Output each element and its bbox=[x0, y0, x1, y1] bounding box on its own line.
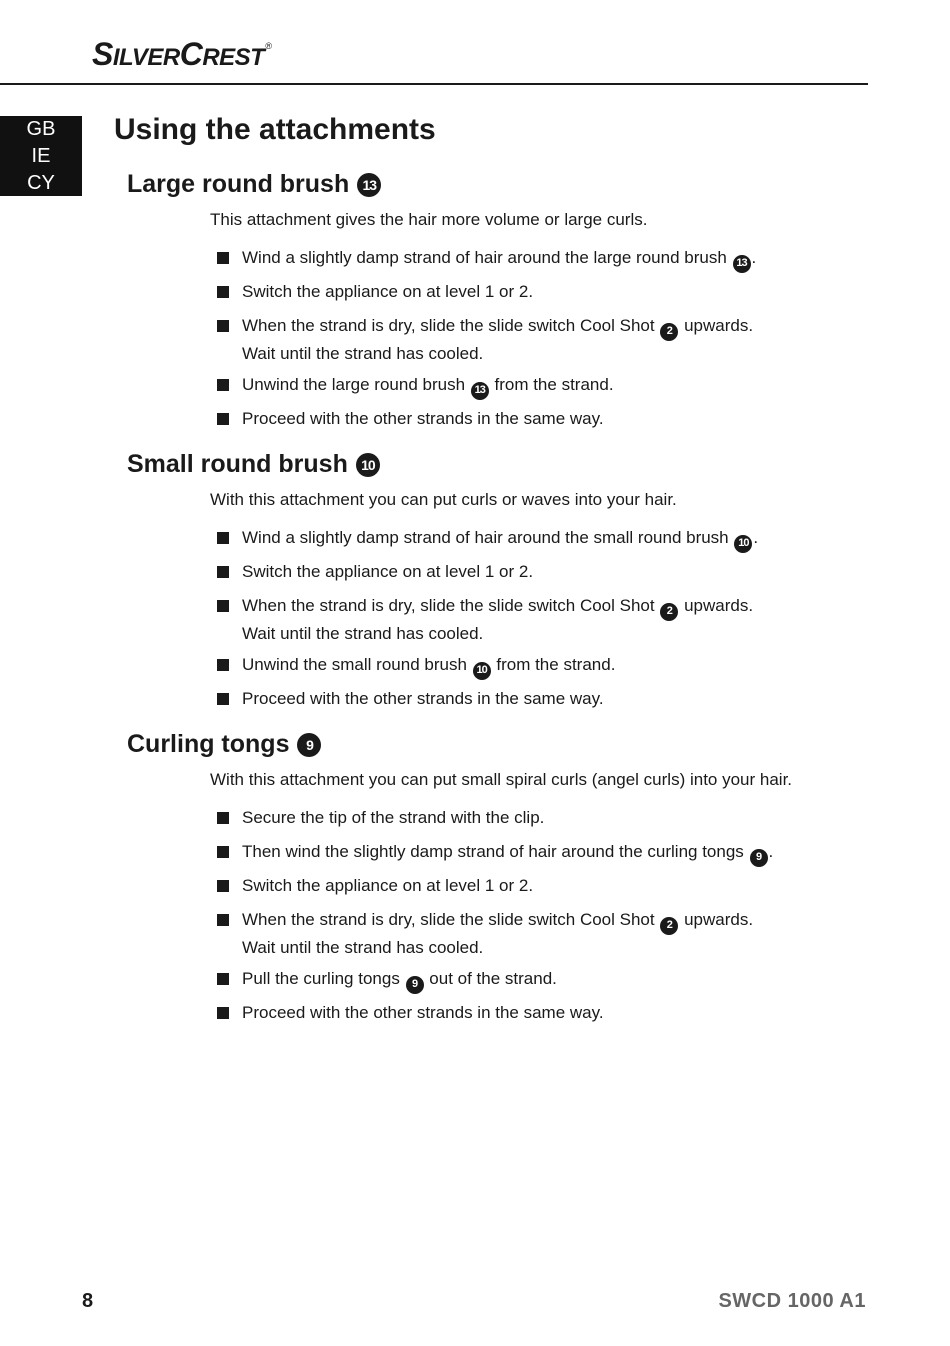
bullet-text: Switch the appliance on at level 1 or 2. bbox=[242, 876, 534, 895]
part-number-badge: 2 bbox=[660, 323, 678, 341]
registered-mark: ® bbox=[265, 41, 272, 51]
part-number-badge: 10 bbox=[734, 535, 752, 553]
list-item bbox=[242, 559, 533, 584]
section-title-text: Small round brush bbox=[127, 450, 348, 478]
bullet-text-after: upwards. bbox=[679, 910, 754, 929]
header-rule bbox=[0, 83, 868, 85]
bullet-text: Switch the appliance on at level 1 or 2. bbox=[242, 562, 534, 581]
bullet-square-icon bbox=[217, 1007, 229, 1019]
lang-cy: CY bbox=[27, 171, 55, 194]
part-number-badge: 2 bbox=[660, 917, 678, 935]
bullet-text: Unwind the large round brush bbox=[242, 375, 466, 394]
list-item bbox=[242, 313, 753, 366]
list-item bbox=[242, 966, 557, 994]
list-item bbox=[242, 1000, 604, 1025]
lang-ie: IE bbox=[31, 144, 51, 167]
list-item bbox=[242, 593, 753, 646]
section-title-text: Large round brush bbox=[127, 170, 350, 198]
list-item bbox=[242, 686, 604, 711]
bullet-square-icon bbox=[217, 320, 229, 332]
list-item bbox=[242, 907, 753, 960]
bullet-text: Switch the appliance on at level 1 or 2. bbox=[242, 282, 534, 301]
list-item bbox=[242, 525, 758, 553]
list-item bbox=[242, 652, 615, 680]
page-title: Using the attachments bbox=[114, 113, 436, 146]
list-item bbox=[242, 406, 604, 431]
section-title bbox=[127, 730, 321, 759]
part-number-badge: 10 bbox=[356, 453, 380, 477]
list-item bbox=[242, 279, 533, 304]
model-number: SWCD 1000 A1 bbox=[718, 1290, 866, 1312]
bullet-text-after: . bbox=[753, 528, 759, 547]
bullet-text-after: from the strand. bbox=[489, 375, 614, 394]
language-tab bbox=[0, 116, 82, 196]
section-title bbox=[127, 170, 381, 199]
list-item bbox=[242, 839, 773, 867]
bullet-text: Proceed with the other strands in the same way. bbox=[242, 689, 604, 708]
part-number-badge: 9 bbox=[406, 976, 424, 994]
section-intro: This attachment gives the hair more volume or large curls. bbox=[210, 210, 648, 229]
bullet-square-icon bbox=[217, 286, 229, 298]
list-item bbox=[242, 245, 756, 273]
bullet-square-icon bbox=[217, 846, 229, 858]
bullet-square-icon bbox=[217, 693, 229, 705]
bullet-square-icon bbox=[217, 880, 229, 892]
bullet-text: Proceed with the other strands in the same way. bbox=[242, 1003, 604, 1022]
bullet-square-icon bbox=[217, 566, 229, 578]
bullet-text-after: . bbox=[768, 842, 774, 861]
bullet-text: Wind a slightly damp strand of hair around the large round brush bbox=[242, 248, 727, 267]
bullet-text-after: from the strand. bbox=[491, 655, 616, 674]
silvercrest-logo: SILVERCREST® bbox=[92, 36, 272, 72]
bullet-square-icon bbox=[217, 532, 229, 544]
bullet-text: When the strand is dry, slide the slide switch Cool Shot bbox=[242, 910, 655, 929]
bullet-text: When the strand is dry, slide the slide switch Cool Shot bbox=[242, 596, 655, 615]
bullet-text-line2: Wait until the strand has cooled. bbox=[242, 623, 484, 643]
lang-gb: GB bbox=[26, 117, 56, 140]
bullet-text: Pull the curling tongs bbox=[242, 969, 400, 988]
bullet-square-icon bbox=[217, 914, 229, 926]
bullet-square-icon bbox=[217, 600, 229, 612]
bullet-square-icon bbox=[217, 413, 229, 425]
part-number-badge: 2 bbox=[660, 603, 678, 621]
section-title bbox=[127, 450, 380, 479]
part-number-badge: 13 bbox=[357, 173, 381, 197]
list-item bbox=[242, 805, 544, 830]
list-item bbox=[242, 372, 614, 400]
part-number-badge: 10 bbox=[473, 662, 491, 680]
bullet-text-after: upwards. bbox=[679, 596, 754, 615]
section-intro: With this attachment you can put curls or waves into your hair. bbox=[210, 490, 677, 509]
bullet-text: Wind a slightly damp strand of hair around the small round brush bbox=[242, 528, 729, 547]
section-intro: With this attachment you can put small spiral curls (angel curls) into your hair. bbox=[210, 770, 793, 789]
bullet-text-after: out of the strand. bbox=[424, 969, 557, 988]
bullet-square-icon bbox=[217, 379, 229, 391]
bullet-square-icon bbox=[217, 812, 229, 824]
bullet-text-line2: Wait until the strand has cooled. bbox=[242, 937, 484, 957]
bullet-text: Unwind the small round brush bbox=[242, 655, 467, 674]
bullet-text-after: upwards. bbox=[679, 316, 754, 335]
bullet-text-line2: Wait until the strand has cooled. bbox=[242, 343, 484, 363]
bullet-square-icon bbox=[217, 973, 229, 985]
part-number-badge: 13 bbox=[471, 382, 489, 400]
part-number-badge: 13 bbox=[733, 255, 751, 273]
list-item bbox=[242, 873, 533, 898]
bullet-text: Proceed with the other strands in the same way. bbox=[242, 409, 604, 428]
section-title-text: Curling tongs bbox=[127, 730, 290, 758]
bullet-text: When the strand is dry, slide the slide switch Cool Shot bbox=[242, 316, 655, 335]
part-number-badge: 9 bbox=[297, 733, 321, 757]
part-number-badge: 9 bbox=[750, 849, 768, 867]
bullet-text-after: . bbox=[751, 248, 757, 267]
bullet-text: Secure the tip of the strand with the clip. bbox=[242, 808, 545, 827]
bullet-square-icon bbox=[217, 252, 229, 264]
bullet-square-icon bbox=[217, 659, 229, 671]
bullet-text: Then wind the slightly damp strand of hair around the curling tongs bbox=[242, 842, 744, 861]
page-number: 8 bbox=[82, 1290, 94, 1312]
